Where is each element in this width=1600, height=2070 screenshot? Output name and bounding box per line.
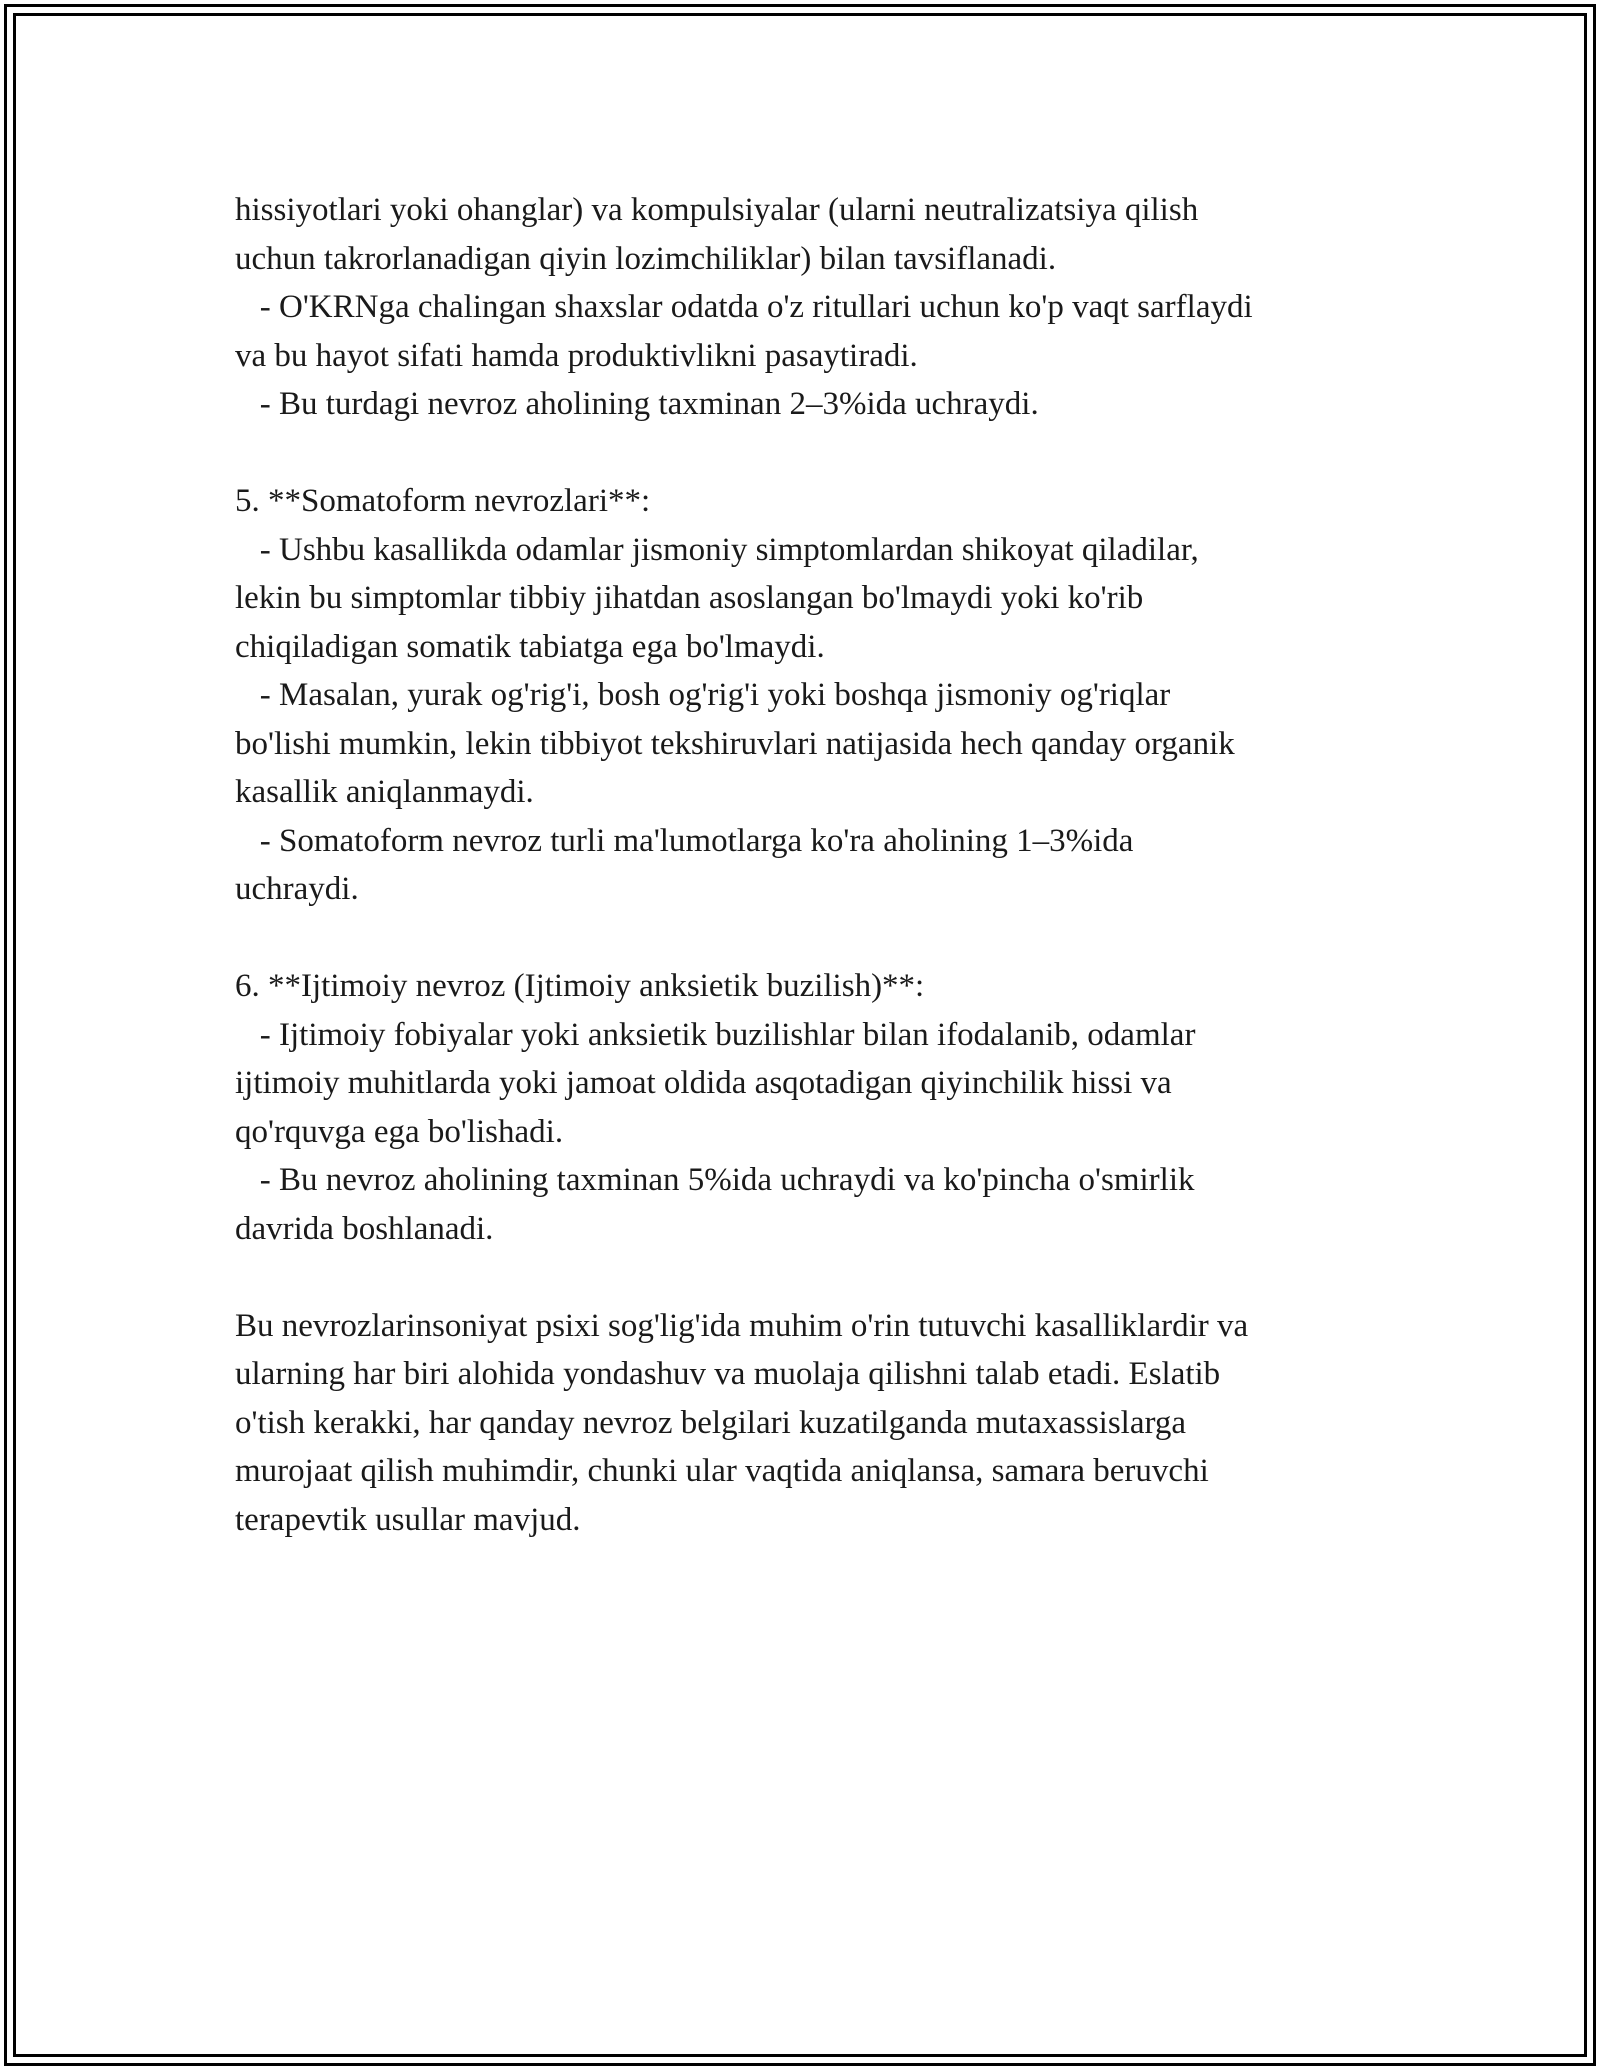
text-line: - Masalan, yurak og'rig'i, bosh og'rig'i yoki boshqa jismoniy og'riqlar	[235, 677, 1171, 713]
conclusion-line: murojaat qilish muhimdir, chunki ular vaqtida aniqlansa, samara beruvchi	[235, 1453, 1209, 1489]
text-line: - Bu nevroz aholining taxminan 5%ida uchraydi va ko'pincha o'smirlik	[235, 1162, 1195, 1198]
text-line: uchraydi.	[235, 871, 359, 907]
section-heading-6: 6. **Ijtimoiy nevroz (Ijtimoiy anksietik buzilish)**:	[235, 968, 925, 1004]
conclusion-line: terapevtik usullar mavjud.	[235, 1501, 581, 1538]
text-line: chiqiladigan somatik tabiatga ega bo'lmaydi.	[235, 628, 825, 665]
text-line: - Somatoform nevroz turli ma'lumotlarga ko'ra aholining 1–3%ida	[235, 822, 1134, 859]
text-line: hissiyotlari yoki ohanglar) va kompulsiyalar (ularni neutralizatsiya qilish	[235, 192, 1199, 228]
paragraph-gap	[235, 914, 1395, 963]
text-line: lekin bu simptomlar tibbiy jihatdan asoslangan bo'lmaydi yoki ko'rib	[235, 580, 1144, 616]
paragraph-gap	[235, 1253, 1395, 1302]
paragraph-gap	[235, 429, 1395, 478]
conclusion-line: ularning har biri alohida yondashuv va muolaja qilishni talab etadi. Eslatib	[235, 1356, 1221, 1392]
text-line: kasallik aniqlanmaydi.	[235, 774, 534, 810]
document-body	[235, 186, 1395, 1544]
text-line: - O'KRNga chalingan shaxslar odatda o'z ritullari uchun ko'p vaqt sarflaydi	[235, 289, 1253, 325]
text-line: davrida boshlanadi.	[235, 1210, 494, 1247]
text-line: uchun takrorlanadigan qiyin lozimchiliklar) bilan tavsiflanadi.	[235, 240, 1057, 277]
text-line: ijtimoiy muhitlarda yoki jamoat oldida asqotadigan qiyinchilik hissi va	[235, 1065, 1172, 1101]
text-line: va bu hayot sifati hamda produktivlikni pasaytiradi.	[235, 337, 918, 374]
text-line: bo'lishi mumkin, lekin tibbiyot tekshiruvlari natijasida hech qanday organik	[235, 725, 1235, 762]
text-line: - Bu turdagi nevroz aholining taxminan 2–3%ida uchraydi.	[235, 386, 1039, 422]
text-line: - Ushbu kasallikda odamlar jismoniy simptomlardan shikoyat qiladilar,	[235, 531, 1199, 568]
section-heading-5: 5. **Somatoform nevrozlari**:	[235, 483, 651, 519]
conclusion-line: o'tish kerakki, har qanday nevroz belgilari kuzatilganda mutaxassislarga	[235, 1404, 1187, 1441]
text-line: qo'rquvga ega bo'lishadi.	[235, 1113, 564, 1150]
text-line: - Ijtimoiy fobiyalar yoki anksietik buzilishlar bilan ifodalanib, odamlar	[235, 1016, 1196, 1053]
conclusion-line: Bu nevrozlarinsoniyat psixi sog'lig'ida muhim o'rin tutuvchi kasalliklardir va	[235, 1307, 1249, 1344]
